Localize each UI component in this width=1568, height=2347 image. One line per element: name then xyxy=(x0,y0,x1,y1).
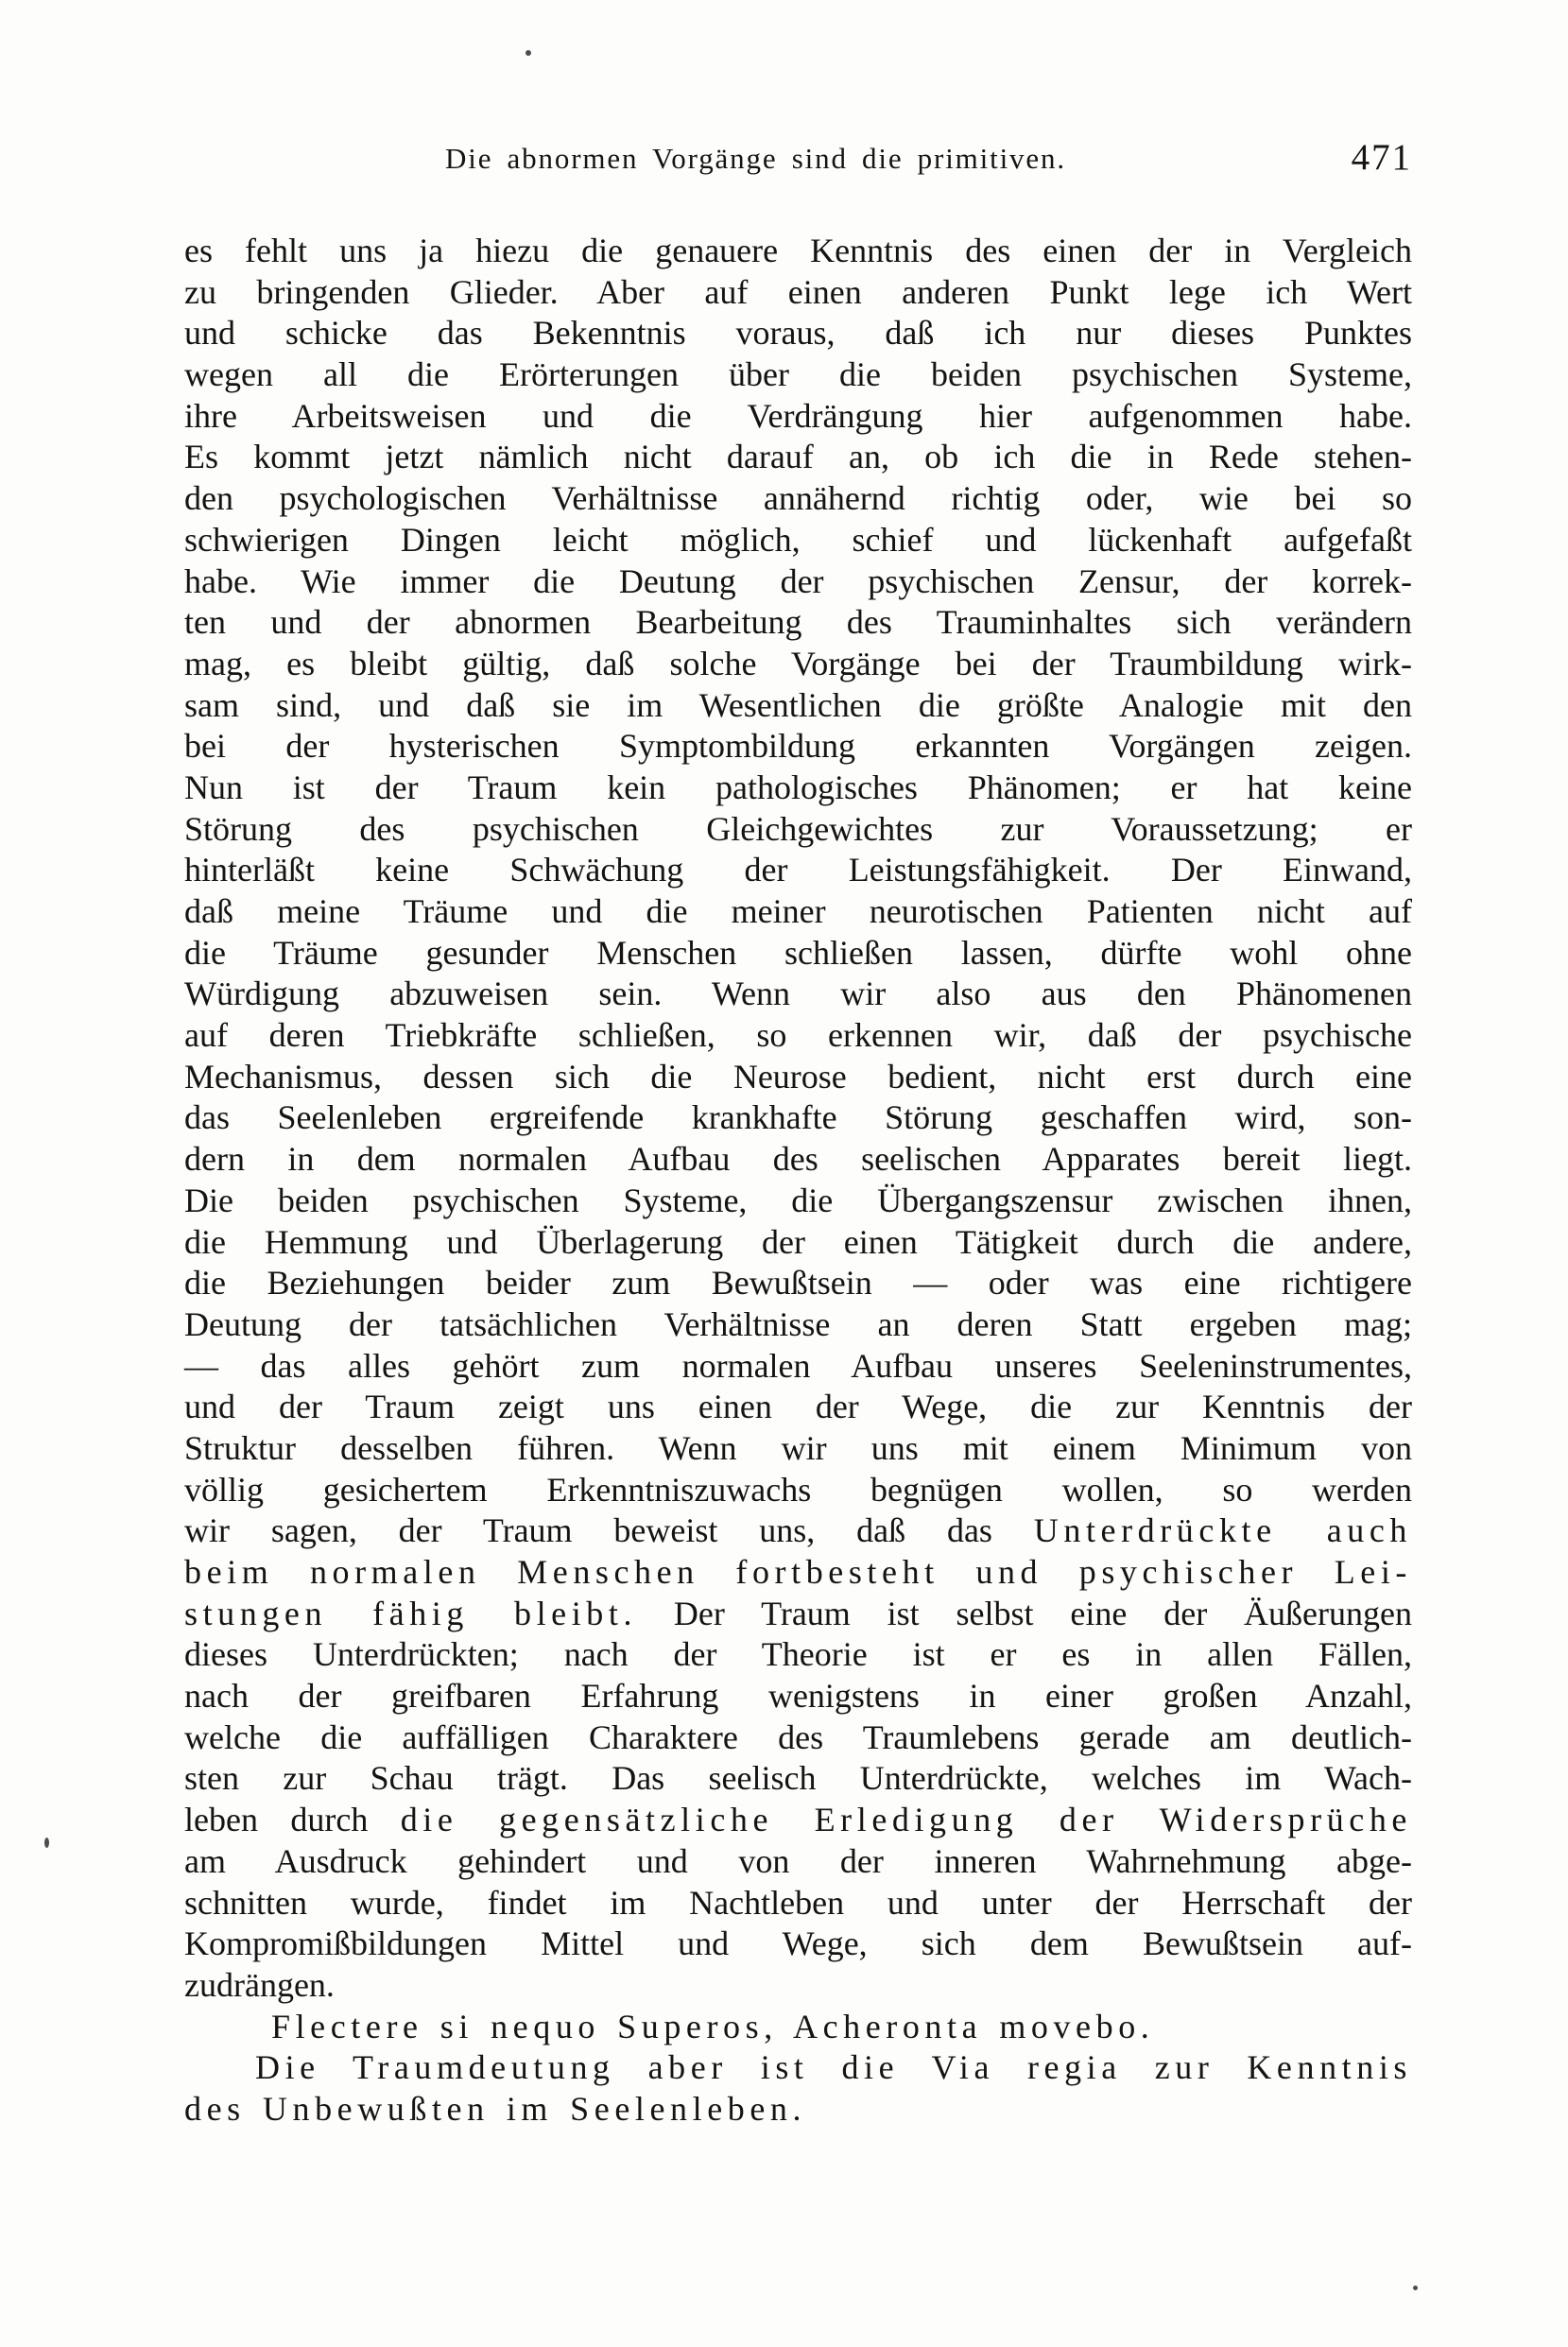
text-line xyxy=(184,1800,1412,1841)
text-segment: — das alles gehört zum normalen Aufbau unseres Seeleninstrumentes, xyxy=(184,1346,1412,1385)
text-segment: Es kommt jetzt nämlich nicht darauf an, ob ich die in Rede stehen- xyxy=(184,438,1412,476)
text-segment: habe. Wie immer die Deutung der psychischen Zensur, der korrek- xyxy=(184,561,1412,600)
text-line xyxy=(184,1470,1412,1511)
text-line xyxy=(184,1676,1412,1717)
text-line xyxy=(184,272,1412,314)
text-segment: ten und der abnormen Bearbeitung des Trauminhaltes sich verändern xyxy=(184,603,1412,642)
text-line xyxy=(184,1594,1412,1635)
text-line xyxy=(184,768,1412,809)
text-segment: nach der greifbaren Erfahrung wenigstens in einer großen Anzahl, xyxy=(184,1677,1412,1716)
scan-artifact xyxy=(1413,2286,1418,2290)
text-segment: die Beziehungen beider zum Bewußtsein — oder was eine richtigere xyxy=(184,1264,1412,1303)
text-segment: mag, es bleibt gültig, daß solche Vorgänge bei der Traumbildung wirk- xyxy=(184,644,1412,682)
text-segment: Mechanismus, dessen sich die Neurose bedient, nicht erst durch eine xyxy=(184,1057,1412,1096)
text-line xyxy=(184,1015,1412,1057)
text-line xyxy=(184,354,1412,396)
text-segment: hinterläßt keine Schwächung der Leistungsfähigkeit. Der Einwand, xyxy=(184,851,1412,889)
text-segment: wir sagen, der Traum beweist uns, daß das xyxy=(184,1511,1034,1550)
text-segment: sam sind, und daß sie im Wesentlichen die größte Analogie mit den xyxy=(184,685,1412,724)
text-segment: schwierigen Dingen leicht möglich, schief und lückenhaft aufgefaßt xyxy=(184,520,1412,559)
text-segment: Deutung der tatsächlichen Verhältnisse an deren Statt ergeben mag; xyxy=(184,1304,1412,1343)
text-line xyxy=(184,1304,1412,1346)
emphasized-text: die gegensätzliche Erledigung der Widersprüche xyxy=(400,1801,1412,1839)
text-segment: die Träume gesunder Menschen schließen lassen, dürfte wohl ohne xyxy=(184,933,1412,972)
text-line xyxy=(184,1717,1412,1759)
text-line xyxy=(184,850,1412,891)
text-segment: Struktur desselben führen. Wenn wir uns mit einem Minimum von xyxy=(184,1428,1412,1467)
text-line xyxy=(184,1965,1412,2007)
text-line xyxy=(184,1510,1412,1552)
text-line xyxy=(184,1841,1412,1883)
text-line xyxy=(184,1387,1412,1428)
text-segment: ihre Arbeitsweisen und die Verdrängung hier aufgenommen habe. xyxy=(184,396,1412,435)
text-line xyxy=(184,1758,1412,1800)
text-line xyxy=(184,1181,1412,1222)
text-line xyxy=(184,1552,1412,1594)
text-segment: auf deren Triebkräfte schließen, so erkennen wir, daß der psychische xyxy=(184,1016,1412,1055)
text-segment: und der Traum zeigt uns einen der Wege, die zur Kenntnis der xyxy=(184,1388,1412,1426)
text-segment: schnitten wurde, findet im Nachtleben und unter der Herrschaft der xyxy=(184,1883,1412,1922)
text-segment: am Ausdruck gehindert und von der inneren Wahrnehmung abge- xyxy=(184,1841,1412,1880)
text-line xyxy=(184,1634,1412,1676)
text-line xyxy=(184,1057,1412,1098)
emphasized-text: beim normalen Menschen fortbesteht und psychischer Lei- xyxy=(184,1553,1412,1591)
text-line xyxy=(184,2089,1412,2131)
text-segment: den psychologischen Verhältnisse annähernd richtig oder, wie bei so xyxy=(184,479,1412,518)
text-segment: das Seelenleben ergreifende krankhafte Störung geschaffen wird, son- xyxy=(184,1098,1412,1137)
text-segment: Die beiden psychischen Systeme, die Übergangszensur zwischen ihnen, xyxy=(184,1181,1412,1219)
text-line xyxy=(184,1097,1412,1139)
scan-artifact xyxy=(526,50,531,56)
emphasized-text: stungen fähig bleibt. xyxy=(184,1594,638,1632)
text-segment: die Hemmung und Überlagerung der einen Tätigkeit durch die andere, xyxy=(184,1222,1412,1261)
text-segment: und schicke das Bekenntnis voraus, daß ich nur dieses Punktes xyxy=(184,314,1412,353)
text-segment: Kompromißbildungen Mittel und Wege, sich dem Bewußtsein auf- xyxy=(184,1924,1412,1963)
text-segment: völlig gesichertem Erkenntniszuwachs begnügen wollen, so werden xyxy=(184,1470,1412,1509)
page-header xyxy=(184,137,1412,185)
text-line xyxy=(184,2047,1412,2089)
text-segment: Nun ist der Traum kein pathologisches Phänomen; er hat keine xyxy=(184,768,1412,806)
text-line xyxy=(184,478,1412,520)
text-line xyxy=(184,685,1412,727)
text-line xyxy=(184,933,1412,975)
text-line xyxy=(184,1346,1412,1388)
text-line xyxy=(184,809,1412,851)
running-title: Die abnormen Vorgänge sind die primitiven. xyxy=(444,142,1067,175)
text-line xyxy=(184,520,1412,561)
emphasized-text: Unterdrückte auch xyxy=(1033,1511,1412,1550)
text-segment: Würdigung abzuweisen sein. Wenn wir also aus den Phänomenen xyxy=(184,975,1412,1013)
text-block xyxy=(184,231,1412,2131)
text-segment: dern in dem normalen Aufbau des seelischen Apparates bereit liegt. xyxy=(184,1140,1412,1179)
text-line xyxy=(184,1924,1412,1965)
text-segment: dieses Unterdrückten; nach der Theorie ist er es in allen Fällen, xyxy=(184,1635,1412,1674)
text-line xyxy=(184,1222,1412,1264)
text-line xyxy=(184,313,1412,354)
text-line xyxy=(184,231,1412,272)
text-line xyxy=(184,1883,1412,1924)
text-segment: Störung des psychischen Gleichgewichtes zur Voraussetzung; er xyxy=(184,809,1412,848)
text-segment: daß meine Träume und die meiner neurotischen Patienten nicht auf xyxy=(184,892,1412,930)
text-segment: es fehlt uns ja hiezu die genauere Kenntnis des einen der in Vergleich xyxy=(184,232,1412,269)
text-line xyxy=(184,1263,1412,1304)
text-line xyxy=(184,602,1412,644)
text-segment: leben durch xyxy=(184,1801,401,1839)
emphasized-text: des Unbewußten im Seelenleben. xyxy=(184,2089,807,2128)
text-line xyxy=(184,1139,1412,1181)
text-line xyxy=(184,561,1412,603)
page-number: 471 xyxy=(1351,137,1412,178)
emphasized-text: Flectere si nequo Superos, Acheronta movebo. xyxy=(271,2007,1155,2045)
text-segment: zudrängen. xyxy=(184,1965,335,2004)
text-segment: welche die auffälligen Charaktere des Traumlebens gerade am deutlich- xyxy=(184,1717,1412,1756)
text-segment: Der Traum ist selbst eine der Äußerungen xyxy=(637,1594,1412,1632)
text-segment: sten zur Schau trägt. Das seelisch Unterdrückte, welches im Wach- xyxy=(184,1759,1412,1798)
text-line xyxy=(184,891,1412,933)
emphasized-text: Die Traumdeutung aber ist die Via regia zur Kenntnis xyxy=(255,2048,1412,2087)
text-line xyxy=(184,974,1412,1015)
text-segment: wegen all die Erörterungen über die beiden psychischen Systeme, xyxy=(184,355,1412,394)
text-segment: zu bringenden Glieder. Aber auf einen anderen Punkt lege ich Wert xyxy=(184,272,1412,311)
text-line xyxy=(184,1428,1412,1470)
text-line xyxy=(184,726,1412,768)
scan-artifact xyxy=(44,1838,49,1848)
text-line xyxy=(184,437,1412,478)
text-line xyxy=(184,2007,1412,2048)
text-line xyxy=(184,396,1412,438)
text-line xyxy=(184,644,1412,685)
text-segment: bei der hysterischen Symptombildung erkannten Vorgängen zeigen. xyxy=(184,727,1412,766)
